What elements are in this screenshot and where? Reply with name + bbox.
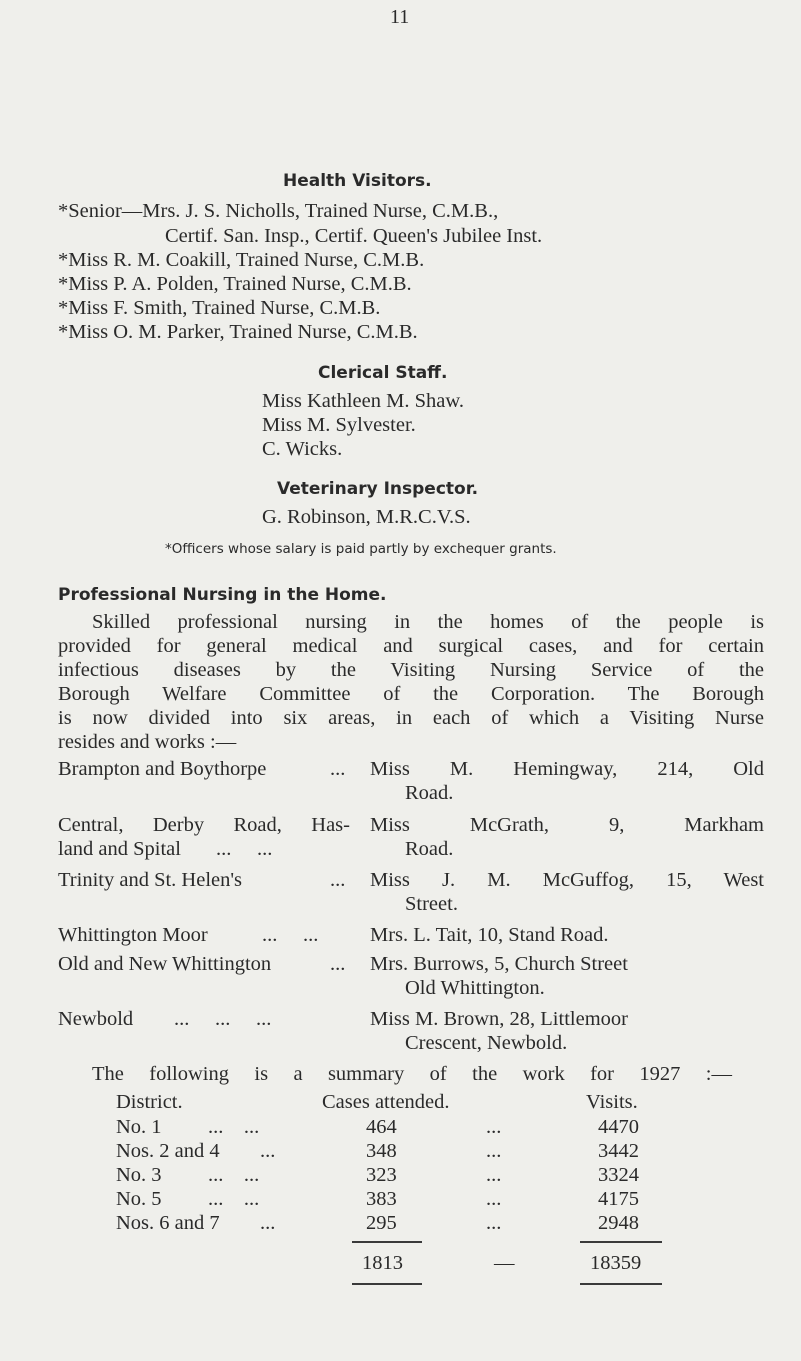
nurse-address: Street. [405, 893, 458, 915]
leader-dots: ... [486, 1164, 502, 1186]
paragraph-line: is now divided into six areas, in each of which a Visiting Nurse [58, 707, 764, 729]
total-dash: — [494, 1252, 515, 1274]
leader-dots: ... [486, 1188, 502, 1210]
nurse-address: Road. [405, 782, 454, 804]
area-name: Central, Derby Road, Has- [58, 814, 350, 836]
total-rule-top [580, 1241, 662, 1243]
paragraph-line: provided for general medical and surgical cases, and for certain [58, 635, 764, 657]
leader-dots: ... ... [208, 1116, 260, 1138]
visits-cell: 4470 [598, 1116, 639, 1138]
area-name: Trinity and St. Helen's [58, 869, 243, 891]
leader-dots: ... [486, 1212, 502, 1234]
health-visitors-heading: Health Visitors. [283, 171, 432, 191]
health-visitor-line: Certif. San. Insp., Certif. Queen's Jubilee Inst. [165, 225, 543, 247]
clerical-staff-heading: Clerical Staff. [318, 363, 448, 383]
total-cases: 1813 [362, 1252, 403, 1274]
paragraph-line: Skilled professional nursing in the homes of the people is [92, 611, 764, 633]
total-visits: 18359 [590, 1252, 642, 1274]
leader-dots: ... [330, 953, 346, 975]
health-visitor-line: *Miss F. Smith, Trained Nurse, C.M.B. [58, 297, 381, 319]
nurse-address: Crescent, Newbold. [405, 1032, 568, 1054]
visits-cell: 2948 [598, 1212, 639, 1234]
nurse-address: Mrs. Burrows, 5, Church Street [370, 953, 628, 975]
paragraph-line: infectious diseases by the Visiting Nursing Service of the [58, 659, 764, 681]
health-visitor-line: *Miss P. A. Polden, Trained Nurse, C.M.B. [58, 273, 412, 295]
district-header: District. [116, 1091, 183, 1113]
visits-header: Visits. [586, 1091, 638, 1113]
veterinary-inspector-heading: Veterinary Inspector. [277, 479, 479, 499]
paragraph-line: resides and works :— [58, 731, 237, 753]
nurse-address: Miss J. M. McGuffog, 15, West [370, 869, 764, 891]
leader-dots: ... [260, 1212, 276, 1234]
nurse-address: Miss M. Brown, 28, Littlemoor [370, 1008, 628, 1030]
leader-dots: ... [486, 1140, 502, 1162]
cases-cell: 323 [366, 1164, 397, 1186]
area-name: Newbold [58, 1008, 134, 1030]
nurse-address: Mrs. L. Tait, 10, Stand Road. [370, 924, 609, 946]
total-rule-top [352, 1241, 422, 1243]
leader-dots: ... ... [208, 1164, 260, 1186]
total-rule-bottom [580, 1283, 662, 1285]
area-name: Brampton and Boythorpe [58, 758, 267, 780]
district-cell: No. 5 [116, 1188, 162, 1210]
leader-dots: ... ... [262, 924, 319, 946]
visits-cell: 3442 [598, 1140, 639, 1162]
district-cell: Nos. 6 and 7 [116, 1212, 220, 1234]
paragraph-line: Borough Welfare Committee of the Corporation. The Borough [58, 683, 764, 705]
cases-header: Cases attended. [322, 1091, 450, 1113]
clerical-staff-line: C. Wicks. [262, 438, 343, 460]
total-rule-bottom [352, 1283, 422, 1285]
area-name: land and Spital [58, 838, 181, 860]
health-visitor-line: *Miss R. M. Coakill, Trained Nurse, C.M.B. [58, 249, 425, 271]
area-name: Whittington Moor [58, 924, 208, 946]
visits-cell: 4175 [598, 1188, 639, 1210]
professional-nursing-heading: Professional Nursing in the Home. [58, 585, 387, 605]
cases-cell: 383 [366, 1188, 397, 1210]
health-visitor-line: *Senior—Mrs. J. S. Nicholls, Trained Nurse, C.M.B., [58, 200, 499, 222]
leader-dots: ... ... ... [174, 1008, 272, 1030]
summary-intro: The following is a summary of the work for 1927 :— [92, 1063, 732, 1085]
district-cell: No. 1 [116, 1116, 162, 1138]
clerical-staff-line: Miss M. Sylvester. [262, 414, 416, 436]
district-cell: Nos. 2 and 4 [116, 1140, 220, 1162]
leader-dots: ... [330, 869, 346, 891]
area-name: Old and New Whittington [58, 953, 272, 975]
veterinary-inspector-line: G. Robinson, M.R.C.V.S. [262, 506, 471, 528]
nurse-address: Miss McGrath, 9, Markham [370, 814, 764, 836]
leader-dots: ... [260, 1140, 276, 1162]
leader-dots: ... ... [216, 838, 273, 860]
nurse-address: Miss M. Hemingway, 214, Old [370, 758, 764, 780]
cases-cell: 464 [366, 1116, 397, 1138]
leader-dots: ... [330, 758, 346, 780]
leader-dots: ... ... [208, 1188, 260, 1210]
visits-cell: 3324 [598, 1164, 639, 1186]
footnote: *Officers whose salary is paid partly by exchequer grants. [165, 541, 557, 557]
nurse-address: Old Whittington. [405, 977, 545, 999]
cases-cell: 295 [366, 1212, 397, 1234]
nurse-address: Road. [405, 838, 454, 860]
page-number: 11 [390, 6, 410, 28]
health-visitor-line: *Miss O. M. Parker, Trained Nurse, C.M.B. [58, 321, 418, 343]
leader-dots: ... [486, 1116, 502, 1138]
cases-cell: 348 [366, 1140, 397, 1162]
clerical-staff-line: Miss Kathleen M. Shaw. [262, 390, 464, 412]
district-cell: No. 3 [116, 1164, 162, 1186]
